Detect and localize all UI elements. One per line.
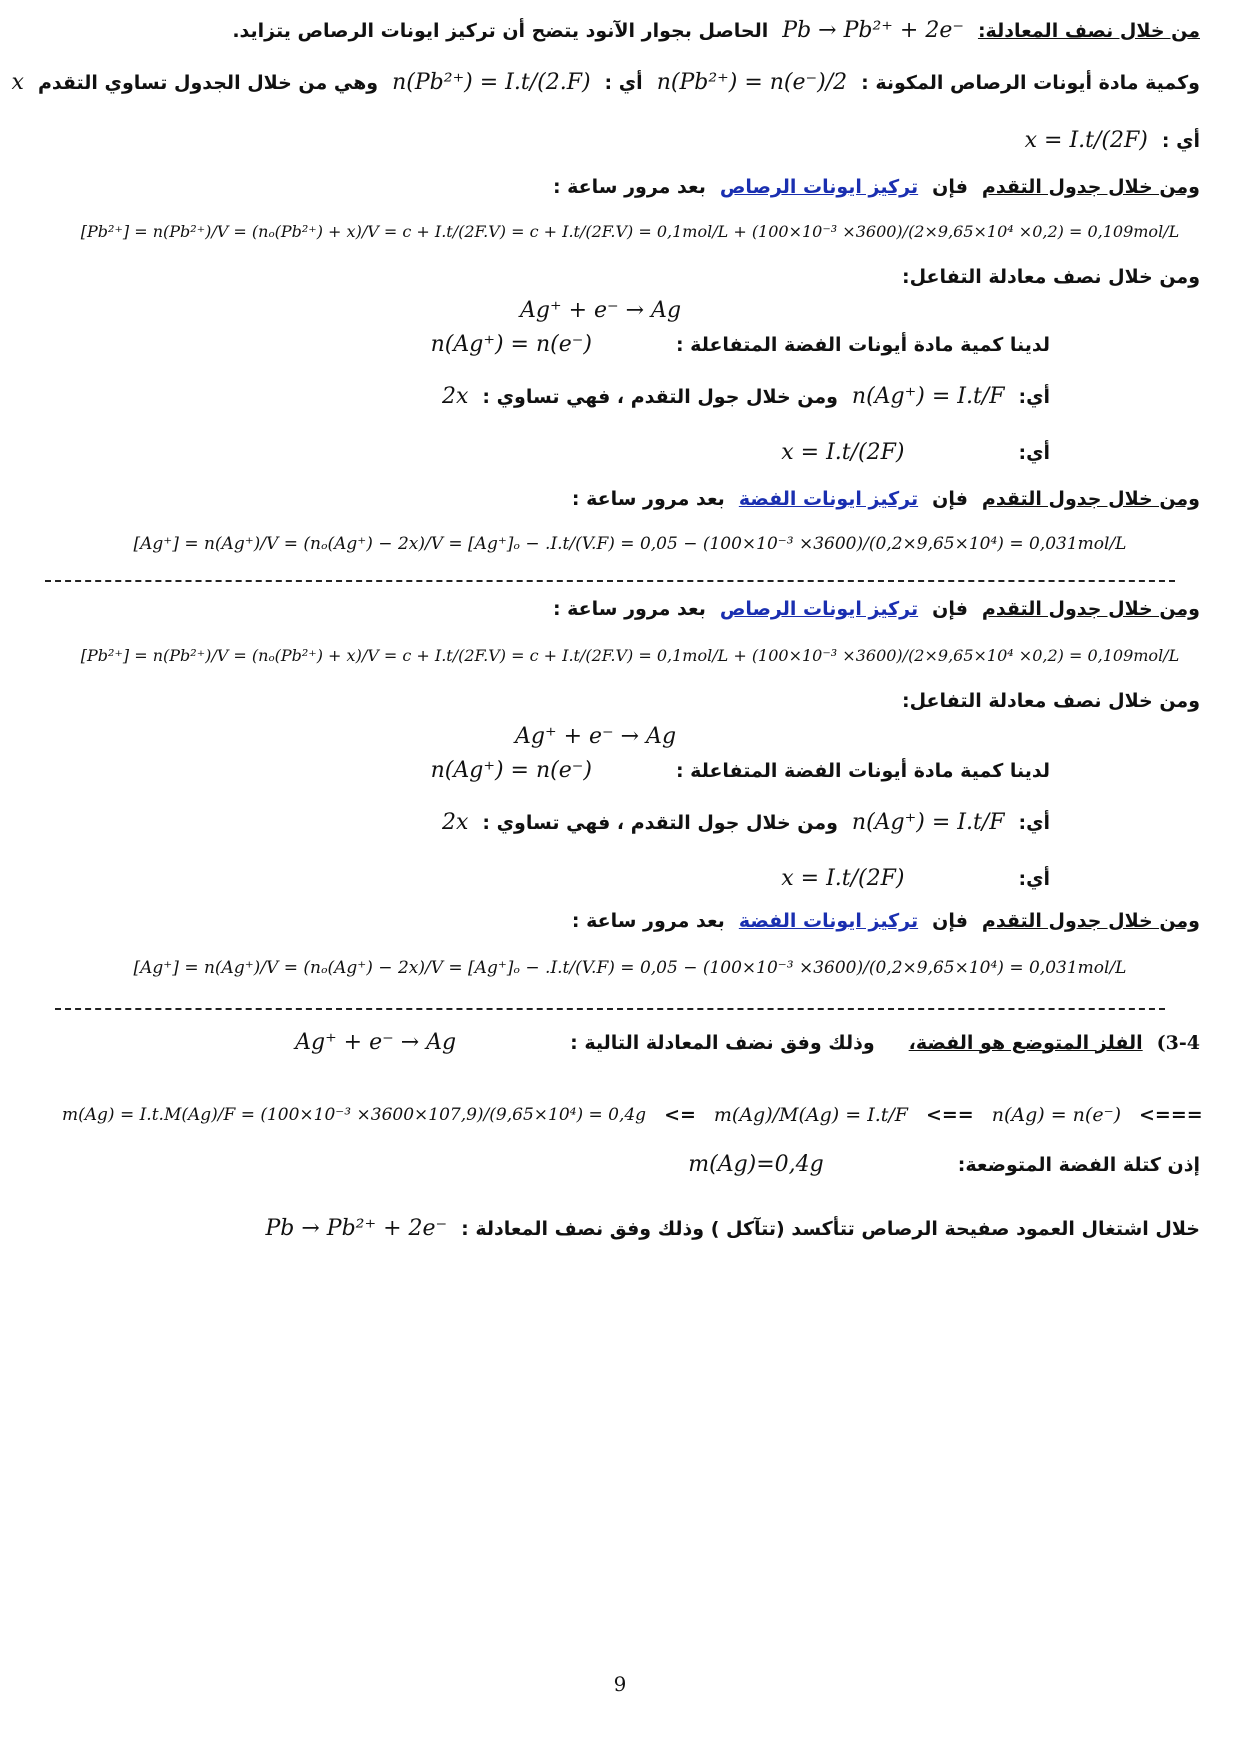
after-one-hour: بعد مرور ساعة : bbox=[552, 176, 706, 198]
silver-half-equation-heading-2 bbox=[60, 690, 1200, 712]
mass-derivation-line bbox=[62, 1104, 1202, 1126]
after-one-hour: بعد مرور ساعة : bbox=[571, 910, 725, 932]
deposited-metal-eq: Ag⁺ + e⁻ → Ag bbox=[295, 1030, 457, 1055]
deposited-metal-text: وذلك وفق نضف المعادلة التالية : bbox=[570, 1031, 875, 1054]
silver-x-eq: x = I.t/(2F) bbox=[781, 440, 905, 465]
ay-label: أي : bbox=[604, 71, 643, 94]
lead-amount-tail: وهي من خلال الجدول تساوي التقدم bbox=[37, 71, 379, 94]
question-3-4-line bbox=[60, 1030, 1200, 1055]
lead-concentration-equation bbox=[60, 222, 1200, 241]
fa-inna: فإن bbox=[932, 176, 968, 198]
after-one-hour: بعد مرور ساعة : bbox=[571, 488, 725, 510]
lead-concentration-heading bbox=[60, 176, 1200, 198]
silver-concentration-link[interactable]: تركيز ايونات الفضة bbox=[738, 910, 919, 932]
ay-label: أي : bbox=[1161, 129, 1200, 152]
page-number: 9 bbox=[613, 1672, 627, 1696]
silver-amount-line bbox=[60, 332, 1200, 357]
silver-it-eq: n(Ag⁺) = I.t/F bbox=[851, 810, 1005, 835]
ay-label: أي: bbox=[1018, 811, 1050, 834]
silver-reduction-line-2 bbox=[515, 724, 815, 749]
silver-amount-eq: n(Ag⁺) = n(e⁻) bbox=[430, 758, 592, 783]
two-x: 2x bbox=[442, 810, 469, 835]
silver-x-eq: x = I.t/(2F) bbox=[781, 866, 905, 891]
lead-concentration-formula: [Pb²⁺] = n(Pb²⁺)/V = (nₒ(Pb²⁺) + x)/V = c + I.t/(2F.V) = c + I.t/(2F.V) = 0,1mol/L + (100×10⁻³ ×3600)/(2×9,65×10⁴ ×0,2) = 0,109mol/L bbox=[80, 646, 1180, 665]
deposited-metal-label: الفلز المتوضع هو الفضة، bbox=[908, 1031, 1143, 1054]
ay-label: أي: bbox=[1018, 867, 1050, 890]
mass-equation: m(Ag) = I.t.M(Ag)/F = (100×10⁻³ ×3600×107,9)/(9,65×10⁴) = 0,4g bbox=[62, 1105, 647, 1125]
silver-amount-eq: n(Ag⁺) = n(e⁻) bbox=[430, 332, 592, 357]
half-equation-label: من خلال نصف المعادلة: bbox=[977, 19, 1200, 42]
silver-concentration-equation-2 bbox=[60, 958, 1200, 978]
dashed-divider bbox=[55, 1008, 1165, 1010]
silver-concentration-heading bbox=[60, 488, 1200, 510]
silver-half-equation-text: ومن خلال نصف معادلة التفاعل: bbox=[902, 690, 1200, 712]
silver-reduction-eq: Ag⁺ + e⁻ → Ag bbox=[520, 298, 682, 323]
lead-oxidation-eq: Pb → Pb²⁺ + 2e⁻ bbox=[265, 1216, 448, 1241]
lead-concentration-link[interactable]: تركيز ايونات الرصاص bbox=[719, 598, 919, 620]
n-equation: n(Ag) = n(e⁻) bbox=[991, 1104, 1122, 1126]
table-label: ومن خلال جدول التقدم bbox=[981, 910, 1200, 932]
fa-inna: فإن bbox=[932, 488, 968, 510]
silver-reduction-line bbox=[520, 298, 820, 323]
silver-amount-text: لدينا كمية مادة أيونات الفضة المتفاعلة : bbox=[675, 759, 1050, 782]
lead-amount-line bbox=[11, 70, 1200, 95]
table-label: ومن خلال جدول التقدم bbox=[981, 488, 1200, 510]
silver-amount-text: لدينا كمية مادة أيونات الفضة المتفاعلة : bbox=[675, 333, 1050, 356]
silver-concentration-heading-2 bbox=[60, 910, 1200, 932]
silver-it-eq: n(Ag⁺) = I.t/F bbox=[851, 384, 1005, 409]
question-number: 3-4) bbox=[1156, 1031, 1200, 1054]
silver-mass-line bbox=[60, 1152, 1200, 1177]
silver-it-line bbox=[60, 384, 1200, 409]
intro-text: الحاصل بجوار الآنود يتضح أن تركيز ايونات الرصاص يتزايد. bbox=[232, 19, 769, 42]
implies-arrow: <== bbox=[925, 1104, 974, 1126]
silver-concentration-formula: [Ag⁺] = n(Ag⁺)/V = (nₒ(Ag⁺) − 2x)/V = [Ag⁺]ₒ − .I.t/(V.F) = 0,05 − (100×10⁻³ ×3600)/(0,2×9,65×10⁴) = 0,031mol/L bbox=[133, 534, 1127, 554]
after-one-hour: بعد مرور ساعة : bbox=[552, 598, 706, 620]
lead-amount-eq: n(Pb²⁺) = n(e⁻)/2 bbox=[656, 70, 848, 95]
x-line bbox=[60, 128, 1200, 153]
lead-oxidation-line bbox=[60, 1216, 1200, 1241]
silver-it-line-2 bbox=[60, 810, 1200, 835]
x-equation: x = I.t/(2F) bbox=[1024, 128, 1148, 153]
silver-mass-value: m(Ag)=0,4g bbox=[688, 1152, 824, 1177]
silver-concentration-equation bbox=[60, 534, 1200, 554]
silver-mass-label: إذن كتلة الفضة المتوضعة: bbox=[957, 1153, 1200, 1176]
lead-amount-eq-2: n(Pb²⁺) = I.t/(2.F) bbox=[392, 70, 591, 95]
fa-inna: فإن bbox=[932, 598, 968, 620]
lead-oxidation-text: خلال اشتغال العمود صفيحة الرصاص تتأكسد (تتآكل ) وذلك وفق نصف المعادلة : bbox=[461, 1217, 1200, 1240]
table-label: ومن خلال جدول التقدم bbox=[981, 598, 1200, 620]
silver-x-line bbox=[60, 440, 1200, 465]
lead-amount-text: وكمية مادة أيونات الرصاص المكونة : bbox=[861, 71, 1200, 94]
ratio-equation: m(Ag)/M(Ag) = I.t/F bbox=[713, 1104, 908, 1126]
intro-line bbox=[60, 18, 1200, 43]
lead-concentration-formula: [Pb²⁺] = n(Pb²⁺)/V = (nₒ(Pb²⁺) + x)/V = c + I.t/(2F.V) = c + I.t/(2F.V) = 0,1mol/L + (100×10⁻³ ×3600)/(2×9,65×10⁴ ×0,2) = 0,109mol/L bbox=[80, 222, 1180, 241]
implies-arrow: <= bbox=[664, 1104, 696, 1126]
lead-concentration-link[interactable]: تركيز ايونات الرصاص bbox=[719, 176, 919, 198]
silver-half-equation-heading bbox=[60, 266, 1200, 288]
silver-reduction-eq: Ag⁺ + e⁻ → Ag bbox=[515, 724, 677, 749]
two-x: 2x bbox=[442, 384, 469, 409]
ay-label: أي: bbox=[1018, 385, 1050, 408]
silver-amount-line-2 bbox=[60, 758, 1200, 783]
ay-label: أي: bbox=[1018, 441, 1050, 464]
dashed-divider bbox=[45, 580, 1175, 582]
lead-concentration-equation-2 bbox=[60, 646, 1200, 665]
silver-x-line-2 bbox=[60, 866, 1200, 891]
silver-half-equation-text: ومن خلال نصف معادلة التفاعل: bbox=[902, 266, 1200, 288]
silver-concentration-link[interactable]: تركيز ايونات الفضة bbox=[738, 488, 919, 510]
implies-arrow: <=== bbox=[1139, 1104, 1203, 1126]
table-label: ومن خلال جدول التقدم bbox=[981, 176, 1200, 198]
silver-it-text: ومن خلال جول التقدم ، فهي تساوي : bbox=[482, 811, 838, 834]
silver-it-text: ومن خلال جول التقدم ، فهي تساوي : bbox=[482, 385, 838, 408]
silver-concentration-formula: [Ag⁺] = n(Ag⁺)/V = (nₒ(Ag⁺) − 2x)/V = [Ag⁺]ₒ − .I.t/(V.F) = 0,05 − (100×10⁻³ ×3600)/(0,2×9,65×10⁴) = 0,031mol/L bbox=[133, 958, 1127, 978]
half-equation: Pb → Pb²⁺ + 2e⁻ bbox=[782, 18, 964, 43]
fa-inna: فإن bbox=[932, 910, 968, 932]
advancement-x: x bbox=[11, 70, 24, 95]
lead-concentration-heading-2 bbox=[60, 598, 1200, 620]
